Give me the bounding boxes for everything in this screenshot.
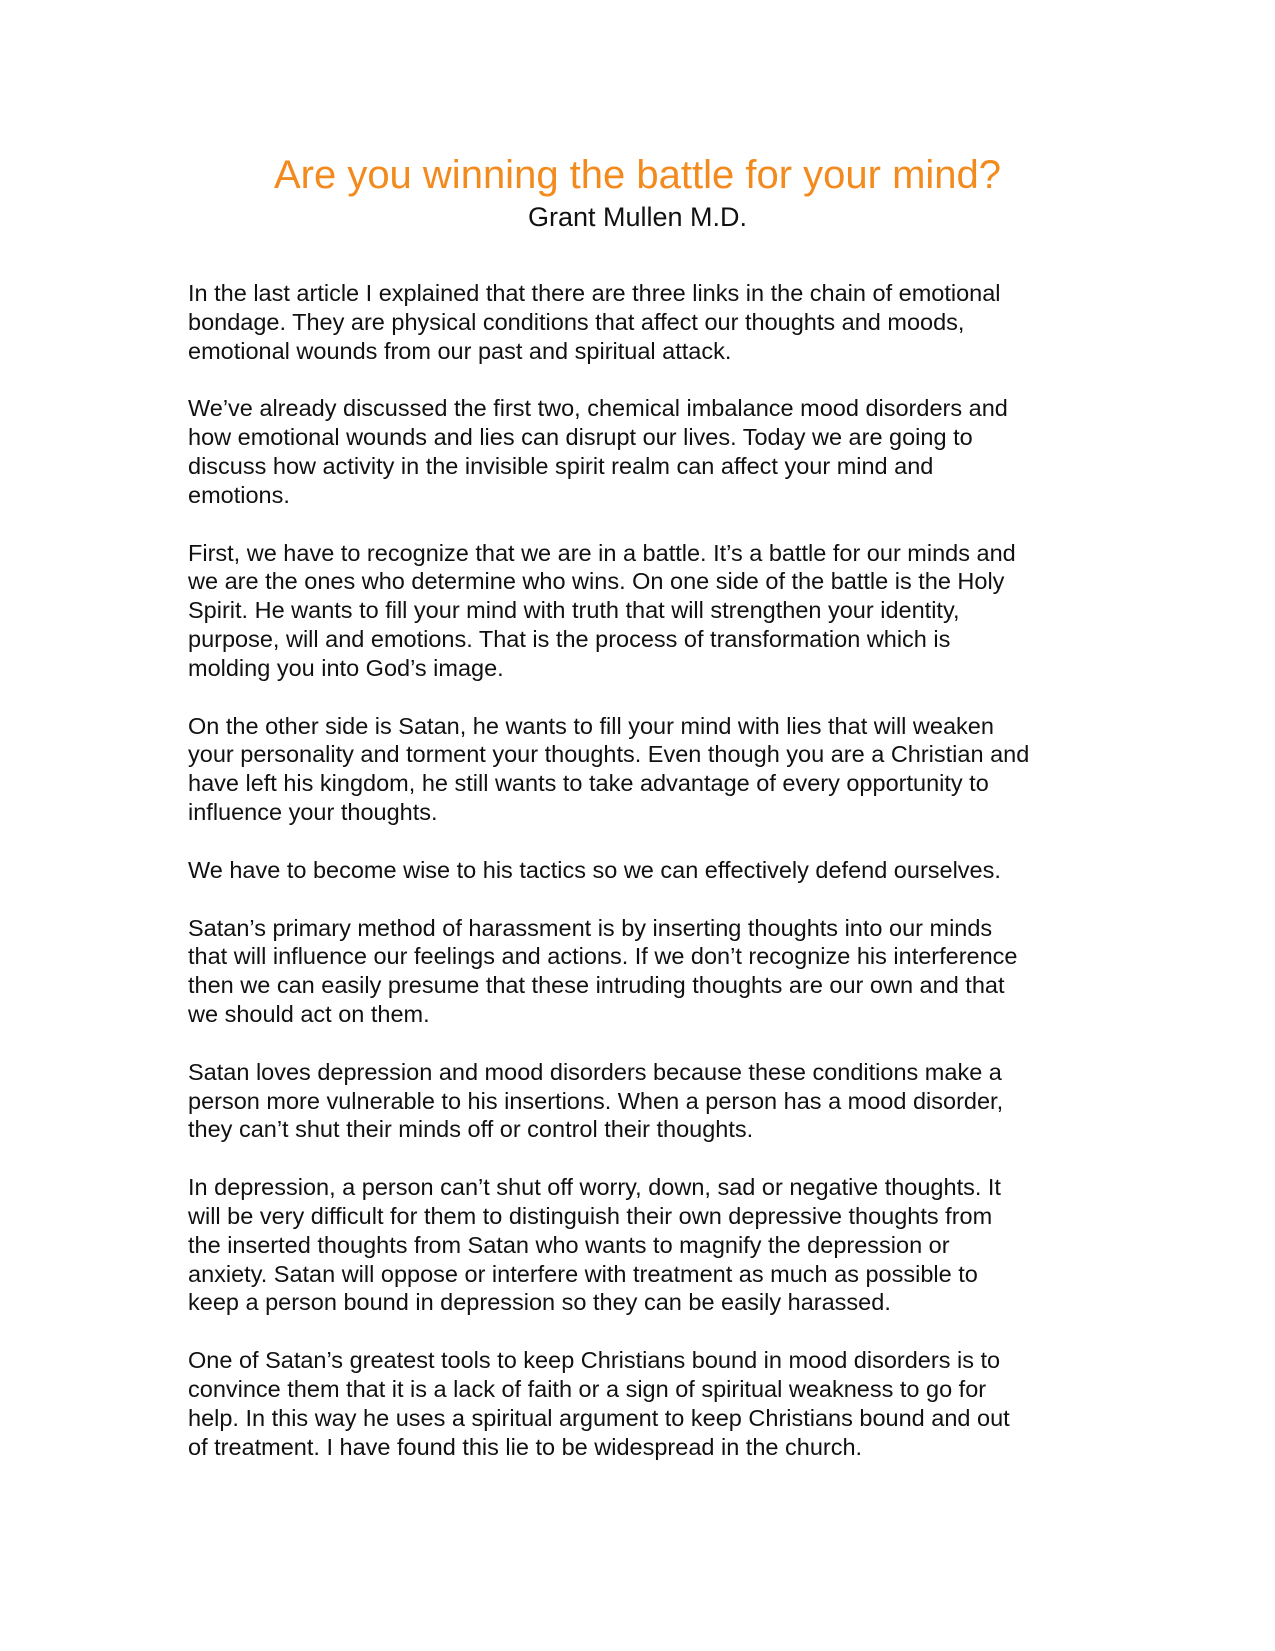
paragraph: Satan’s primary method of harassment is by inserting thoughts into our minds that will influence our feelings and actions. If we don’t recognize his interference then we can easily presume that these intruding thoughts are our own and that we should act on them. bbox=[188, 914, 1018, 1027]
paragraph: We’ve already discussed the first two, chemical imbalance mood disorders and how emotional wounds and lies can disrupt our lives. Today we are going to discuss how activity in the invisible spirit realm can affect your mind and emotions. bbox=[188, 395, 1008, 508]
paragraph: We have to become wise to his tactics so we can effectively defend ourselves. bbox=[188, 856, 1001, 883]
paragraph: Satan loves depression and mood disorders because these conditions make a person more vulnerable to his insertions. When a person has a mood disorder, they can’t shut their minds off or control their thoughts. bbox=[188, 1058, 1004, 1143]
article-body bbox=[188, 279, 1088, 1490]
paragraph: First, we have to recognize that we are in a battle. It’s a battle for our minds and we are the ones who determine who wins. On one side of the battle is the Holy Spirit. He wants to fill your mind with truth that will strengthen your identity, purpose, will and emotions. That is the process of transformation which is molding you into God’s image. bbox=[188, 539, 1016, 681]
paragraph: On the other side is Satan, he wants to fill your mind with lies that will weaken your personality and torment your thoughts. Even though you are a Christian and have left his kingdom, he still wants to take advantage of every opportunity to influence your thoughts. bbox=[188, 712, 1030, 825]
article-author: Grant Mullen M.D. bbox=[527, 202, 748, 232]
article-title: Are you winning the battle for your mind? bbox=[273, 153, 1002, 197]
paragraph: In the last article I explained that there are three links in the chain of emotional bondage. They are physical conditions that affect our thoughts and moods, emotional wounds from our past and spiritual attack. bbox=[188, 280, 1001, 364]
paragraph: In depression, a person can’t shut off worry, down, sad or negative thoughts. It will be very difficult for them to distinguish their own depressive thoughts from the inserted thoughts from Satan who wants to magnify the depression or anxiety. Satan will oppose or interfere with treatment as much as possible to keep a person bound in depression so they can be easily harassed. bbox=[188, 1174, 1001, 1316]
paragraph: One of Satan’s greatest tools to keep Christians bound in mood disorders is to convince them that it is a lack of faith or a sign of spiritual weakness to go for help. In this way he uses a spiritual argument to keep Christians bound and out of treatment. I have found this lie to be widespread in the church. bbox=[188, 1347, 1010, 1460]
